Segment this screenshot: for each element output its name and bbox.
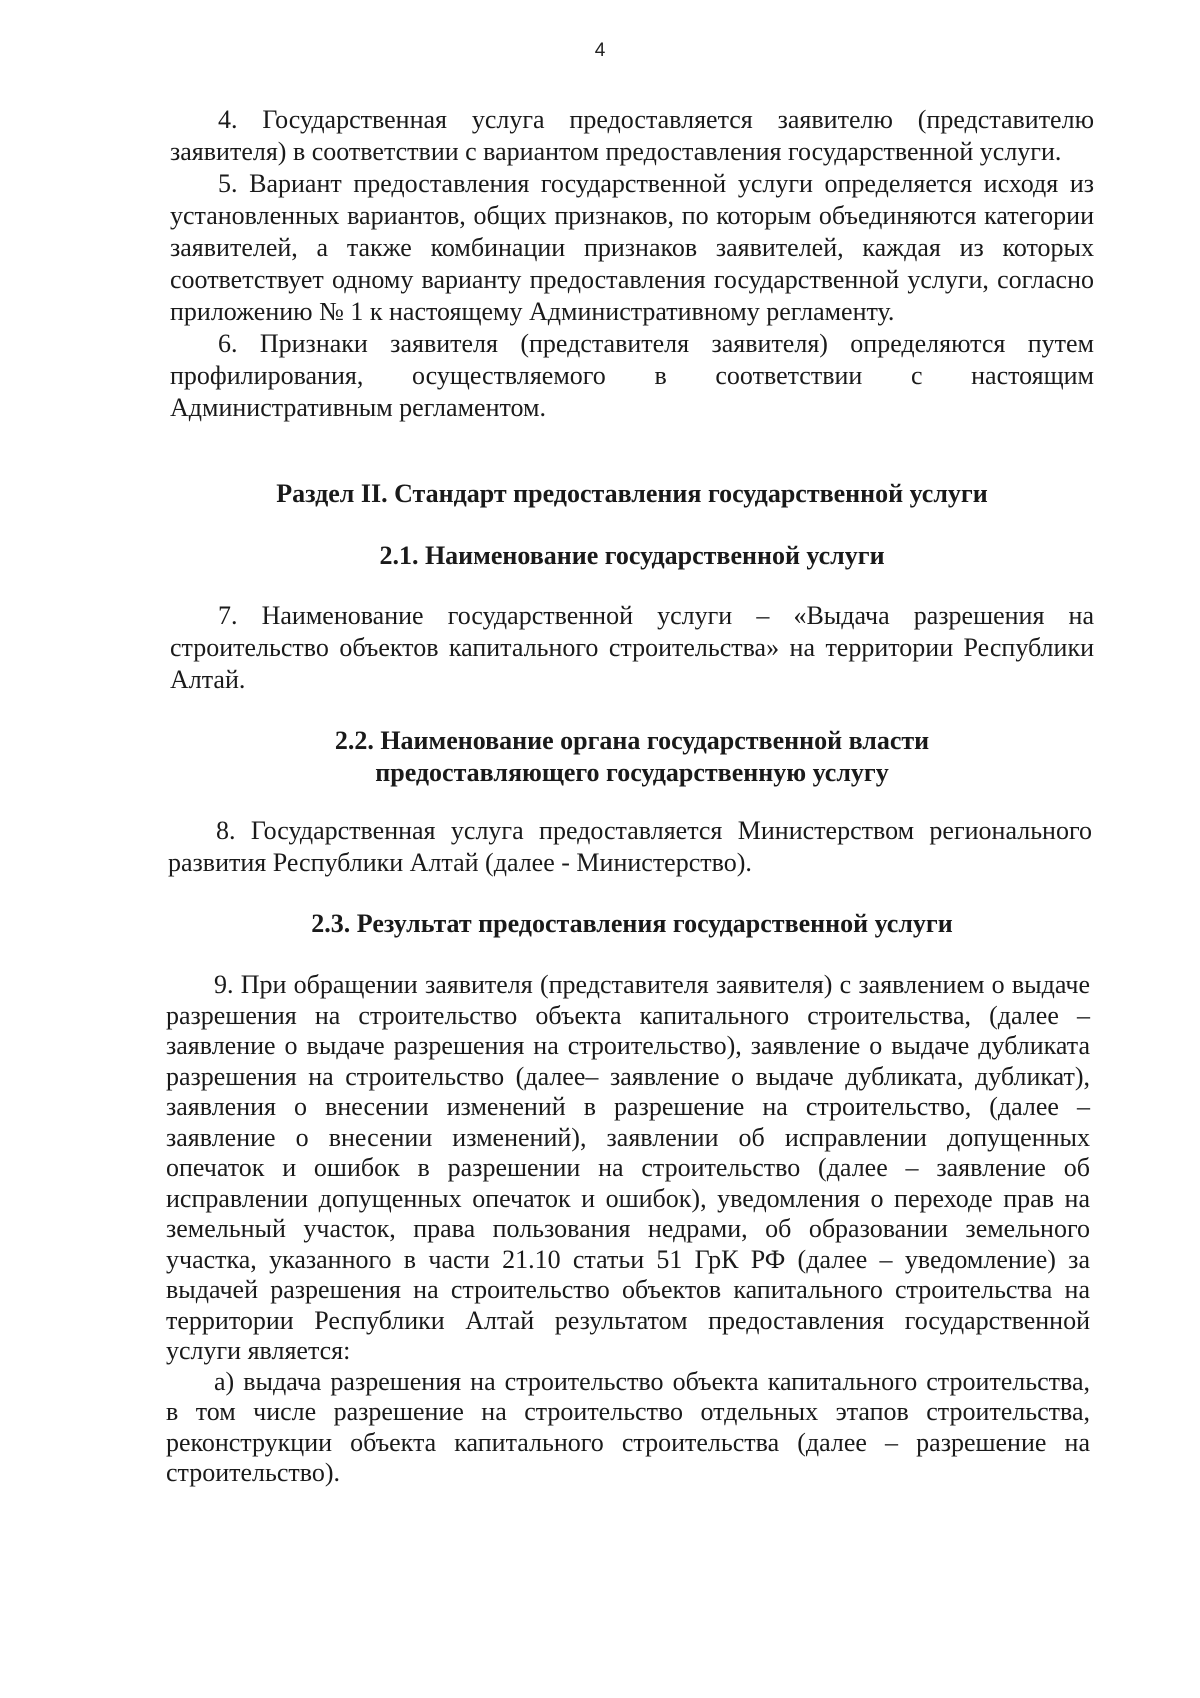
paragraph-9: 9. При обращении заявителя (представителя заявителя) с заявлением о выдаче разрешения на строительство объекта капитального строительства, (далее – заявление о выдаче разрешения на строительство), заявление о выдаче дубликата разрешения на строительство (далее– заявление о выдаче дубликата, дубликат), заявления о внесении изменений в разрешение на строительство, (далее – заявление о внесении изменений), заявлении об исправлении допущенных опечаток и ошибок в разрешении на строительство (далее – заявление об исправлении допущенных опечаток и ошибок), уведомления о переходе прав на земельный участок, права пользования недрами, об образовании земельного участка, указанного в части 21.10 статьи 51 ГрК РФ (далее – уведомление) за выдачей разрешения на строительство объектов капитального строительства на территории Республики Алтай результатом предоставления государственной услуги является:	[166, 970, 1090, 1365]
subsection-2-3-title: 2.3. Результат предоставления государственной услуги	[311, 909, 953, 938]
paragraph-7: 7. Наименование государственной услуги – «Выдача разрешения на строительство объектов капитального строительства» на территории Республики Алтай.	[170, 601, 1094, 694]
subsection-2-2-title-line1: 2.2. Наименование органа государственной власти	[334, 726, 930, 755]
paragraph-4: 4. Государственная услуга предоставляется заявителю (представителю заявителя) в соответствии с вариантом предоставления государственной услуги.	[170, 105, 1094, 166]
page-number: 4	[594, 40, 606, 61]
subsection-2-1-title: 2.1. Наименование государственной услуги	[379, 541, 885, 570]
paragraph-6: 6. Признаки заявителя (представителя заявителя) определяются путем профилирования, осуществляемого в соответствии с настоящим Административным регламентом.	[170, 329, 1094, 422]
subsection-2-2-title-line2: предоставляющего государственную услугу	[375, 758, 889, 787]
paragraph-9a: а) выдача разрешения на строительство объекта капитального строительства, в том числе разрешение на строительство отдельных этапов строительства, реконструкции объекта капитального строительства (далее – разрешение на строительство).	[166, 1366, 1090, 1487]
paragraph-5: 5. Вариант предоставления государственной услуги определяется исходя из установленных вариантов, общих признаков, по которым объединяются категории заявителей, а также комбинации признаков заявителей, каждая из которых соответствует одному варианту предоставления государственной услуги, согласно приложению № 1 к настоящему Административному регламенту.	[170, 169, 1094, 326]
section-title: Раздел II. Стандарт предоставления государственной услуги	[276, 479, 988, 508]
top-paragraphs	[170, 104, 1094, 424]
subsection-2-3-body	[166, 970, 1090, 1489]
subsection-2-2-body	[168, 815, 1092, 879]
subsection-2-1-body	[170, 600, 1094, 696]
paragraph-8: 8. Государственная услуга предоставляется Министерством регионального развития Республики Алтай (далее - Министерство).	[168, 816, 1092, 877]
